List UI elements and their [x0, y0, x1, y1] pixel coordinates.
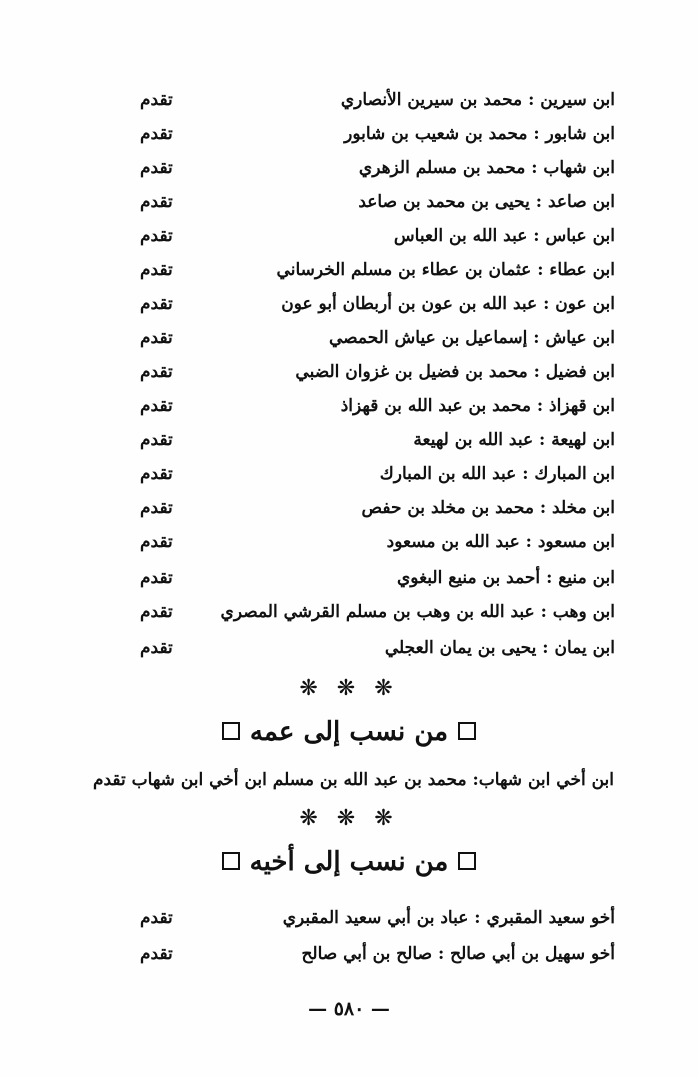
section-heading-brother	[0, 842, 698, 882]
entry-note: تقدم	[140, 944, 173, 964]
entry-row	[140, 118, 615, 150]
entry-row	[140, 84, 615, 116]
entry-text: ابن شابور : محمد بن شعيب بن شابور	[344, 124, 615, 144]
entry-row	[140, 288, 615, 320]
entry-text: ابن عون : عبد الله بن عون بن أربطان أبو عون	[281, 294, 615, 314]
entry-text: ابن صاعد : يحيى بن محمد بن صاعد	[358, 192, 615, 212]
box-ornament-icon	[458, 722, 476, 740]
entry-note: تقدم	[140, 294, 173, 314]
entry-row	[140, 562, 615, 594]
entry-note: تقدم	[140, 908, 173, 928]
entry-note: تقدم	[140, 260, 173, 280]
entry-note: تقدم	[140, 464, 173, 484]
section-separator: ❋ ❋ ❋	[299, 806, 399, 831]
box-ornament-icon	[222, 852, 240, 870]
entry-note: تقدم	[140, 602, 173, 622]
box-ornament-icon	[458, 852, 476, 870]
entry-row	[140, 632, 615, 664]
entry-text: ابن قهزاذ : محمد بن عبد الله بن قهزاذ	[340, 396, 615, 416]
entry-note: تقدم	[140, 226, 173, 246]
entry-text: ابن سيرين : محمد بن سيرين الأنصاري	[340, 90, 615, 110]
entry-row	[140, 458, 615, 490]
entry-note: تقدم	[140, 90, 173, 110]
section-heading-uncle	[0, 712, 698, 752]
heading-text: من نسب إلى أخيه	[249, 847, 449, 877]
entry-note: تقدم	[140, 638, 173, 658]
entry-row	[140, 902, 615, 934]
entry-row	[140, 526, 615, 558]
box-ornament-icon	[222, 722, 240, 740]
heading-text: من نسب إلى عمه	[249, 717, 449, 747]
entry-row	[140, 356, 615, 388]
entry-note: تقدم	[140, 362, 173, 382]
section-separator: ❋ ❋ ❋	[299, 676, 399, 701]
entry-text: ابن عياش : إسماعيل بن عياش الحمصي	[328, 328, 615, 348]
entry-text: ابن مسعود : عبد الله بن مسعود	[386, 532, 615, 552]
entry-note: تقدم	[140, 192, 173, 212]
entry-note: تقدم	[140, 498, 173, 518]
entry-row	[140, 492, 615, 524]
entry-text: ابن مخلد : محمد بن مخلد بن حفص	[361, 498, 615, 518]
entry-row	[140, 254, 615, 286]
entry-text: ابن لهيعة : عبد الله بن لهيعة	[413, 430, 615, 450]
entry-note: تقدم	[140, 396, 173, 416]
entry-text: ابن عباس : عبد الله بن العباس	[393, 226, 615, 246]
entry-text: ابن عطاء : عثمان بن عطاء بن مسلم الخرساني	[276, 260, 615, 280]
entry-note: تقدم	[140, 430, 173, 450]
entry-text: أخو سهيل بن أبي صالح : صالح بن أبي صالح	[301, 944, 615, 964]
entry-row	[140, 322, 615, 354]
entry-text: أخو سعيد المقبري : عباد بن أبي سعيد المقبري	[282, 908, 615, 928]
entry-text: ابن المبارك : عبد الله بن المبارك	[379, 464, 615, 484]
entry-text: ابن فضيل : محمد بن فضيل بن غزوان الضبي	[295, 362, 615, 382]
entry-row	[140, 596, 615, 628]
entry-note: تقدم	[140, 124, 173, 144]
entry-row	[140, 186, 615, 218]
entry-text: ابن يمان : يحيى بن يمان العجلي	[384, 638, 615, 658]
entry-text: ابن منيع : أحمد بن منيع البغوي	[397, 568, 615, 588]
entry-row	[140, 390, 615, 422]
entry-text: ابن وهب : عبد الله بن وهب بن مسلم القرشي المصري	[220, 602, 615, 622]
uncle-entry-line: ابن أخي ابن شهاب: محمد بن عبد الله بن مسلم ابن أخي ابن شهاب تقدم	[92, 770, 614, 790]
entry-row	[140, 152, 615, 184]
entry-note: تقدم	[140, 532, 173, 552]
entry-note: تقدم	[140, 328, 173, 348]
entry-row	[140, 220, 615, 252]
entry-note: تقدم	[140, 568, 173, 588]
page-number: — ٥٨٠ —	[308, 998, 390, 1020]
entry-note: تقدم	[140, 158, 173, 178]
entry-text: ابن شهاب : محمد بن مسلم الزهري	[358, 158, 615, 178]
entry-row	[140, 424, 615, 456]
entry-row	[140, 938, 615, 970]
